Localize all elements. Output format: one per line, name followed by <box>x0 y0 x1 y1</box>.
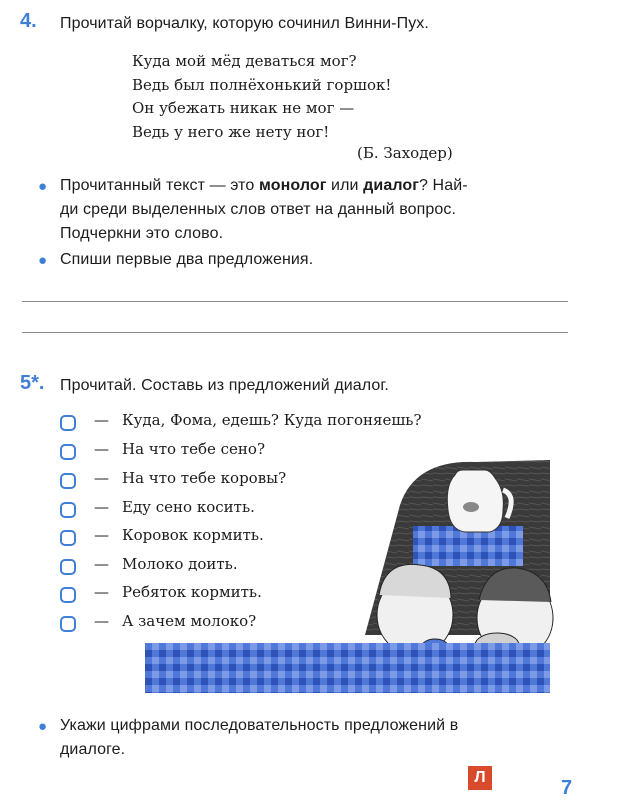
question-copy-sentences: Спиши первые два предложения. <box>60 251 314 268</box>
order-checkbox[interactable] <box>60 502 76 518</box>
order-checkbox[interactable] <box>60 473 76 489</box>
poem-line: Он убежать никак не мог — <box>132 99 355 117</box>
order-checkbox[interactable] <box>60 415 76 431</box>
word-monolog[interactable]: монолог <box>258 177 327 194</box>
answer-line[interactable] <box>22 301 568 302</box>
page-number: 7 <box>561 777 573 799</box>
poem-line: Куда мой мёд деваться мог? <box>132 52 357 70</box>
poem-line: Ведь у него же нету ног! <box>132 122 330 141</box>
task-5-number: 5*. <box>20 372 45 394</box>
dialog-line: — Коровок кормить. <box>94 526 264 544</box>
order-checkbox[interactable] <box>60 530 76 546</box>
dialog-line: — Куда, Фома, едешь? Куда погоняешь? <box>94 411 422 429</box>
dialog-line: — Еду сено косить. <box>94 498 255 516</box>
bullet-icon: ● <box>38 718 48 735</box>
publisher-logo: Л <box>468 766 492 790</box>
bullet-icon: ● <box>38 178 48 195</box>
task-5-instruction: Прочитай. Составь из предложений диалог. <box>60 377 389 394</box>
dialog-line: — А зачем молоко? <box>94 612 257 630</box>
order-checkbox[interactable] <box>60 559 76 575</box>
answer-line[interactable] <box>22 332 568 333</box>
bullet-icon: ● <box>38 252 48 269</box>
order-checkbox[interactable] <box>60 444 76 460</box>
word-dialog[interactable]: диалог <box>363 177 420 194</box>
dialog-line: — Молоко доить. <box>94 555 238 573</box>
dialog-line: — На что тебе коровы? <box>94 469 287 487</box>
task-4-number: 4. <box>20 10 37 32</box>
order-checkbox[interactable] <box>60 587 76 603</box>
task-4-instruction: Прочитай ворчалку, которую сочинил Винни-Пух. <box>60 15 429 32</box>
dialog-line: — Ребяток кормить. <box>94 583 262 601</box>
question-monolog-dialog: Прочитанный текст — это монолог или диалог? Най- ди среди выделенных слов ответ на данный вопрос. Подчеркни это слово. <box>60 177 468 242</box>
question-order: Укажи цифрами последовательность предложений в диалоге. <box>60 717 459 758</box>
jug-icon <box>447 470 503 532</box>
poem-line: Ведь был полнёхонький горшок! <box>132 75 392 94</box>
poem <box>132 50 391 144</box>
poem-author: (Б. Заходер) <box>357 144 453 162</box>
order-checkbox[interactable] <box>60 616 76 632</box>
dialog-line: — На что тебе сено? <box>94 440 266 458</box>
